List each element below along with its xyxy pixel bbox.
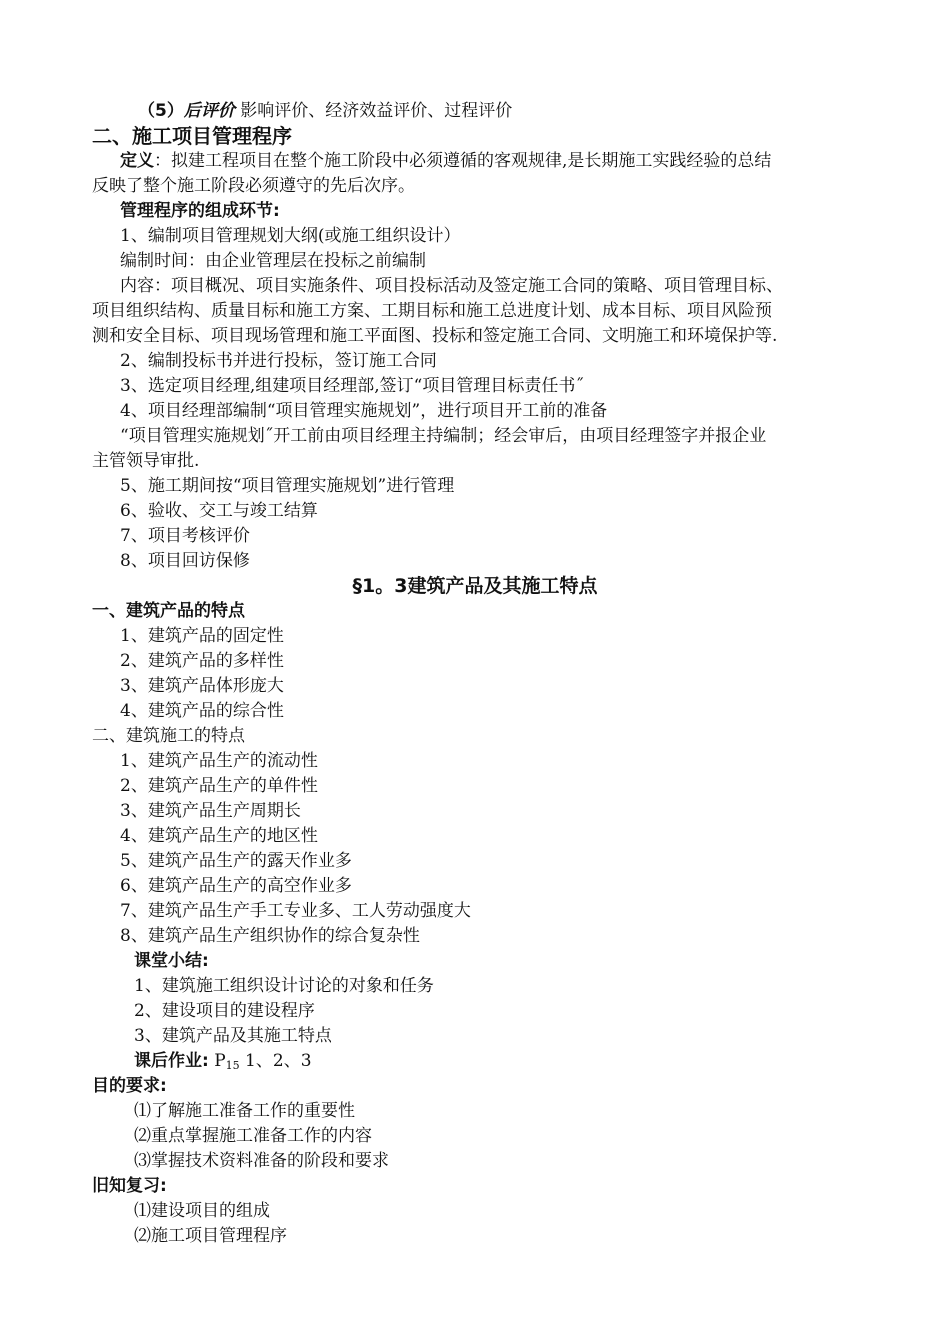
review-item: ⑴建设项目的组成 [134, 1201, 270, 1221]
post-evaluation-line [138, 99, 512, 123]
goals-title: 目的要求: [92, 1076, 167, 1096]
step-8: 8、项目回访保修 [120, 551, 250, 571]
product-feature-item: 3、建筑产品体形庞大 [120, 676, 284, 696]
summary-item: 3、建筑产品及其施工特点 [134, 1026, 332, 1046]
compile-time: 编制时间：由企业管理层在投标之前编制 [120, 251, 426, 271]
construction-features-title: 二、建筑施工的特点 [92, 726, 245, 746]
step-3: 3、选定项目经理,组建项目经理部,签订“项目管理目标责任书˝ [120, 376, 584, 396]
goal-item: ⑴了解施工准备工作的重要性 [134, 1101, 355, 1121]
construction-feature-item: 4、建筑产品生产的地区性 [120, 826, 318, 846]
product-feature-item: 4、建筑产品的综合性 [120, 701, 284, 721]
construction-feature-item: 5、建筑产品生产的露天作业多 [120, 851, 352, 871]
step-1: 1、编制项目管理规划大纲(或施工组织设计） [120, 226, 461, 246]
homework-label: 课后作业: [134, 1051, 209, 1071]
definition-text: ：拟建工程项目在整个施工阶段中必须遵循的客观规律,是长期施工实践经验的总结 [154, 151, 772, 171]
content-line-1: 内容：项目概况、项目实施条件、项目投标活动及签定施工合同的策略、项目管理目标、 [120, 276, 783, 296]
definition-label: 定义 [120, 151, 154, 171]
step-6: 6、验收、交工与竣工结算 [120, 501, 318, 521]
summary-title: 课堂小结: [134, 951, 209, 971]
product-features-title: 一、建筑产品的特点 [92, 601, 245, 621]
plan-note-line-2: 主管领导审批. [92, 451, 200, 471]
summary-item: 2、建设项目的建设程序 [134, 1001, 315, 1021]
construction-feature-item: 3、建筑产品生产周期长 [120, 801, 301, 821]
post-eval-label: 后评价 [183, 101, 235, 121]
post-eval-text: 影响评价、经济效益评价、过程评价 [234, 101, 513, 121]
step-7: 7、项目考核评价 [120, 526, 250, 546]
goal-item: ⑶掌握技术资料准备的阶段和要求 [134, 1151, 389, 1171]
section-1-3-title: §1。3建筑产品及其施工特点 [352, 575, 598, 597]
homework-items: 1、2、3 [239, 1051, 312, 1071]
product-feature-item: 2、建筑产品的多样性 [120, 651, 284, 671]
goal-item: ⑵重点掌握施工准备工作的内容 [134, 1126, 372, 1146]
content-line-3: 测和安全目标、项目现场管理和施工平面图、投标和签定施工合同、文明施工和环境保护等. [92, 326, 778, 346]
review-item: ⑵施工项目管理程序 [134, 1226, 287, 1246]
post-eval-number: （5） [138, 101, 184, 121]
section-heading-management-procedure: 二、施工项目管理程序 [92, 124, 292, 148]
product-feature-item: 1、建筑产品的固定性 [120, 626, 284, 646]
definition-line-1 [120, 149, 771, 173]
step-5: 5、施工期间按“项目管理实施规划”进行管理 [120, 476, 455, 496]
construction-feature-item: 7、建筑产品生产手工专业多、工人劳动强度大 [120, 901, 471, 921]
construction-feature-item: 6、建筑产品生产的高空作业多 [120, 876, 352, 896]
step-2: 2、编制投标书并进行投标，签订施工合同 [120, 351, 437, 371]
homework-page-number: 15 [225, 1059, 240, 1072]
definition-line-2: 反映了整个施工阶段必须遵守的先后次序。 [92, 176, 415, 196]
construction-feature-item: 2、建筑产品生产的单件性 [120, 776, 318, 796]
homework-page: P [208, 1051, 226, 1071]
content-line-2: 项目组织结构、质量目标和施工方案、工期目标和施工总进度计划、成本目标、项目风险预 [92, 301, 772, 321]
step-4: 4、项目经理部编制“项目管理实施规划”，进行项目开工前的准备 [120, 401, 608, 421]
plan-note-line-1: “项目管理实施规划˝开工前由项目经理主持编制；经会审后，由项目经理签字并报企业 [120, 426, 767, 446]
components-label: 管理程序的组成环节: [120, 201, 280, 221]
construction-feature-item: 1、建筑产品生产的流动性 [120, 751, 318, 771]
review-title: 旧知复习: [92, 1176, 167, 1196]
construction-feature-item: 8、建筑产品生产组织协作的综合复杂性 [120, 926, 420, 946]
summary-item: 1、建筑施工组织设计讨论的对象和任务 [134, 976, 434, 996]
